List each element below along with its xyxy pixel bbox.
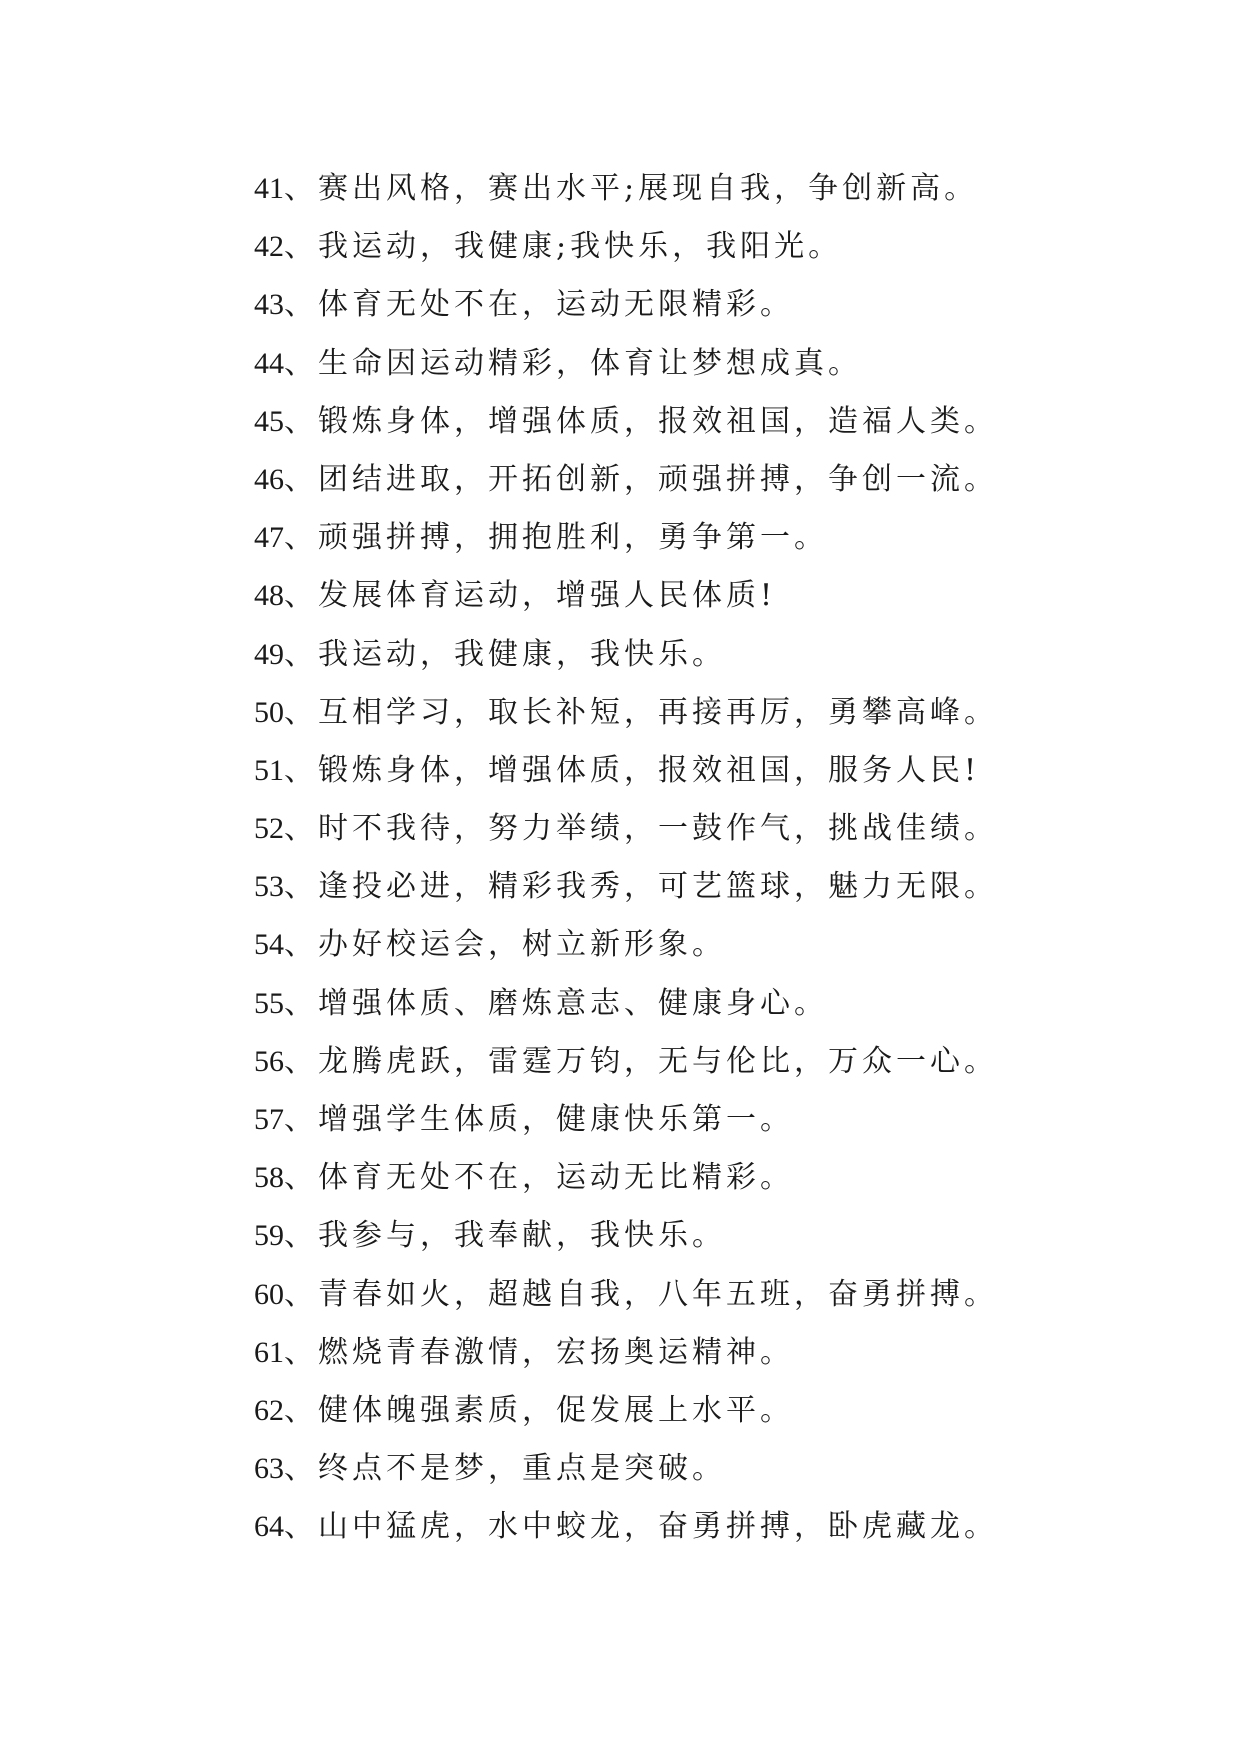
item-text: 逢投必进，精彩我秀，可艺篮球，魅力无限。: [318, 869, 998, 905]
list-item: [254, 335, 1214, 393]
item-number: 51: [254, 753, 284, 787]
item-separator: 、: [284, 1334, 318, 1370]
item-number: 61: [254, 1335, 284, 1369]
list-item: [254, 626, 1214, 684]
item-separator: 、: [284, 1276, 318, 1312]
item-text: 体育无处不在，运动无比精彩。: [318, 1160, 794, 1196]
list-item: [254, 1207, 1214, 1265]
item-separator: 、: [284, 1218, 318, 1254]
list-item: [254, 1440, 1214, 1498]
item-number: 59: [254, 1219, 284, 1253]
item-separator: 、: [284, 229, 318, 265]
item-separator: 、: [284, 1160, 318, 1196]
item-number: 42: [254, 230, 284, 264]
item-separator: 、: [284, 694, 318, 730]
item-text: 锻炼身体，增强体质，报效祖国，造福人类。: [318, 403, 998, 439]
item-separator: 、: [284, 171, 318, 206]
item-separator: 、: [284, 461, 318, 497]
item-text: 我运动，我健康，我快乐。: [318, 636, 726, 672]
item-text: 健体魄强素质，促发展上水平。: [318, 1392, 794, 1428]
item-separator: 、: [284, 1451, 318, 1487]
list-item: [254, 858, 1214, 916]
item-text: 办好校运会，树立新形象。: [318, 927, 726, 963]
list-item: [254, 684, 1214, 742]
item-text: 龙腾虎跃，雷霆万钧，无与伦比，万众一心。: [318, 1043, 998, 1079]
item-text: 赛出风格，赛出水平;展现自我，争创新高。: [318, 171, 979, 206]
item-separator: 、: [284, 752, 318, 788]
item-separator: 、: [284, 1392, 318, 1428]
item-text: 团结进取，开拓创新，顽强拼搏，争创一流。: [318, 461, 998, 497]
list-item: [254, 1266, 1214, 1324]
slogan-list: [254, 160, 1214, 1557]
item-number: 44: [254, 346, 284, 380]
item-separator: 、: [284, 985, 318, 1021]
item-text: 生命因运动精彩，体育让梦想成真。: [318, 345, 862, 381]
item-number: 60: [254, 1277, 284, 1311]
item-text: 增强体质、磨炼意志、健康身心。: [318, 985, 828, 1021]
list-item: [254, 975, 1214, 1033]
list-item: [254, 451, 1214, 509]
item-number: 54: [254, 928, 284, 962]
item-text: 增强学生体质，健康快乐第一。: [318, 1102, 794, 1137]
item-number: 48: [254, 579, 284, 613]
item-text: 燃烧青春激情，宏扬奥运精神。: [318, 1334, 794, 1370]
item-number: 41: [254, 172, 284, 205]
list-item: [254, 916, 1214, 974]
item-number: 58: [254, 1161, 284, 1195]
item-text: 我参与，我奉献，我快乐。: [318, 1218, 726, 1254]
list-item: [254, 567, 1214, 625]
item-separator: 、: [284, 927, 318, 963]
list-item: [254, 276, 1214, 334]
item-number: 50: [254, 695, 284, 729]
item-separator: 、: [284, 403, 318, 439]
item-number: 46: [254, 462, 284, 496]
list-item: [254, 1149, 1214, 1207]
item-separator: 、: [284, 636, 318, 672]
list-item: [254, 1033, 1214, 1091]
list-item: [254, 742, 1214, 800]
item-separator: 、: [284, 869, 318, 905]
item-text: 顽强拼搏，拥抱胜利，勇争第一。: [318, 520, 828, 556]
item-separator: 、: [284, 811, 318, 847]
item-number: 49: [254, 637, 284, 671]
item-separator: 、: [284, 1509, 318, 1545]
list-item: [254, 800, 1214, 858]
list-item: [254, 1091, 1214, 1149]
item-number: 62: [254, 1393, 284, 1427]
item-number: 43: [254, 288, 284, 322]
item-separator: 、: [284, 1102, 318, 1137]
item-separator: 、: [284, 520, 318, 556]
item-number: 55: [254, 986, 284, 1020]
item-separator: 、: [284, 1043, 318, 1079]
item-number: 57: [254, 1103, 284, 1136]
list-item: [254, 393, 1214, 451]
list-item: [254, 509, 1214, 567]
item-text: 时不我待，努力举绩，一鼓作气，挑战佳绩。: [318, 811, 998, 847]
list-item: [254, 160, 1214, 218]
item-text: 发展体育运动，增强人民体质!: [318, 578, 777, 614]
list-item: [254, 1382, 1214, 1440]
item-number: 56: [254, 1044, 284, 1078]
item-text: 我运动，我健康;我快乐，我阳光。: [318, 229, 843, 265]
item-number: 47: [254, 521, 284, 555]
item-text: 锻炼身体，增强体质，报效祖国，服务人民!: [318, 752, 981, 788]
item-number: 64: [254, 1510, 284, 1544]
item-separator: 、: [284, 287, 318, 323]
list-item: [254, 218, 1214, 276]
item-number: 53: [254, 870, 284, 904]
item-number: 45: [254, 404, 284, 438]
item-text: 山中猛虎，水中蛟龙，奋勇拼搏，卧虎藏龙。: [318, 1509, 998, 1545]
item-text: 终点不是梦，重点是突破。: [318, 1451, 726, 1487]
list-item: [254, 1324, 1214, 1382]
list-item: [254, 1498, 1214, 1556]
item-text: 青春如火，超越自我，八年五班，奋勇拼搏。: [318, 1276, 998, 1312]
item-text: 互相学习，取长补短，再接再厉，勇攀高峰。: [318, 694, 998, 730]
item-number: 63: [254, 1452, 284, 1486]
item-text: 体育无处不在，运动无限精彩。: [318, 287, 794, 323]
item-number: 52: [254, 812, 284, 846]
item-separator: 、: [284, 345, 318, 381]
item-separator: 、: [284, 578, 318, 614]
